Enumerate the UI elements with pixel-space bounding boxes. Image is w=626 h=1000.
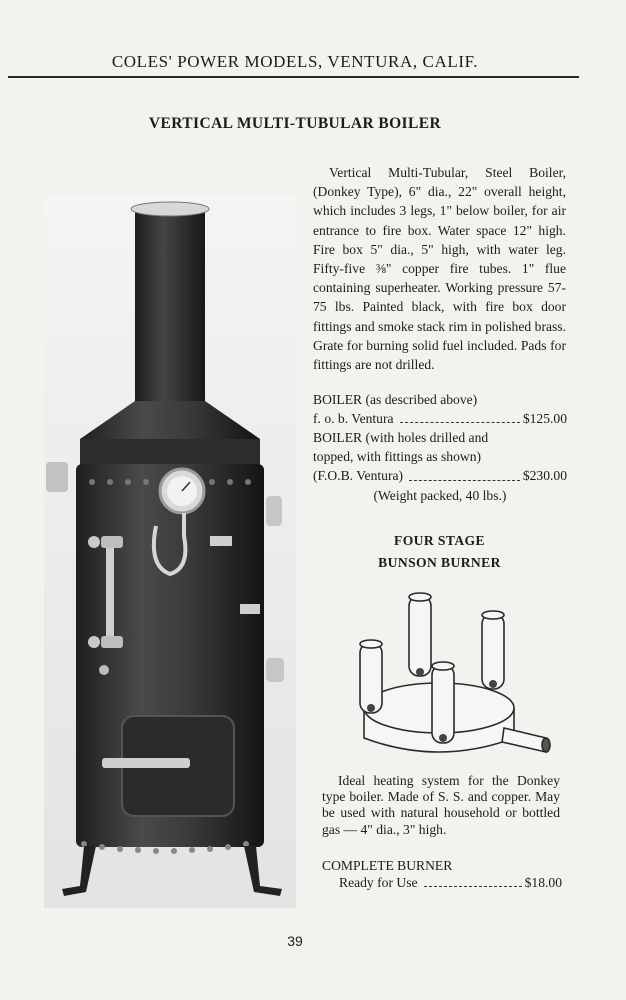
- burner-illustration: [354, 588, 554, 763]
- burner-price: [322, 858, 562, 892]
- burner-heading-line2: BUNSON BURNER: [378, 555, 501, 570]
- boiler-price-fitted-row: [313, 466, 567, 485]
- weight-note: (Weight packed, 40 lbs.): [373, 487, 507, 503]
- burner-price-title: COMPLETE BURNER: [322, 858, 453, 873]
- leader-dashes: [409, 466, 520, 480]
- burner-description: Ideal heating system for the Donkey type boiler. Made of S. S. and copper. May be used with natural household or bottled gas — 4" dia., 3" high.: [322, 773, 560, 837]
- boiler-photo: [44, 196, 296, 908]
- boiler-price-fitted: [313, 428, 567, 505]
- page-number: 39: [287, 933, 303, 949]
- boiler-price-basic-value: $125.00: [522, 411, 567, 427]
- boiler-price-fitted-subtitle: topped, with fittings as shown): [313, 449, 482, 465]
- boiler-description: Vertical Multi-Tubular, Steel Boiler, (Donkey Type), 6" dia., 22" overall height, which includes 3 legs, 1" below boiler, for air entrance to fire box. Water space 12" high. Fire box 5" dia., 5" high, with water leg. Fifty-five ⅜" copper fire tubes. 1" flue containing superheater. Working pressure 57-75 lbs. Painted black, with fire box door fittings and smoke stack rim in polished brass. Grate for burning solid fuel included. Pads for fittings are not drilled.: [313, 165, 566, 373]
- boiler-price-basic: [313, 390, 567, 428]
- leader-dashes: [424, 875, 522, 887]
- burner-price-value: $18.00: [524, 874, 562, 890]
- header-rule: [8, 76, 579, 78]
- boiler-title: VERTICAL MULTI-TUBULAR BOILER: [148, 115, 442, 132]
- boiler-price-fitted-value: $230.00: [522, 468, 567, 484]
- burner-price-label: Ready for Use: [339, 874, 418, 890]
- boiler-price-basic-label: f. o. b. Ventura: [313, 411, 394, 427]
- leader-dashes: [400, 409, 520, 423]
- boiler-price-fitted-label: (F.O.B. Ventura): [313, 468, 404, 484]
- burner-heading-line1: FOUR STAGE: [394, 533, 485, 548]
- boiler-price-basic-row: [313, 409, 567, 428]
- running-head: COLES' POWER MODELS, VENTURA, CALIF.: [111, 52, 479, 71]
- boiler-price-basic-title: BOILER (as described above): [313, 392, 478, 407]
- burner-price-row: [322, 875, 562, 892]
- boiler-price-fitted-title: BOILER (with holes drilled and: [313, 430, 489, 445]
